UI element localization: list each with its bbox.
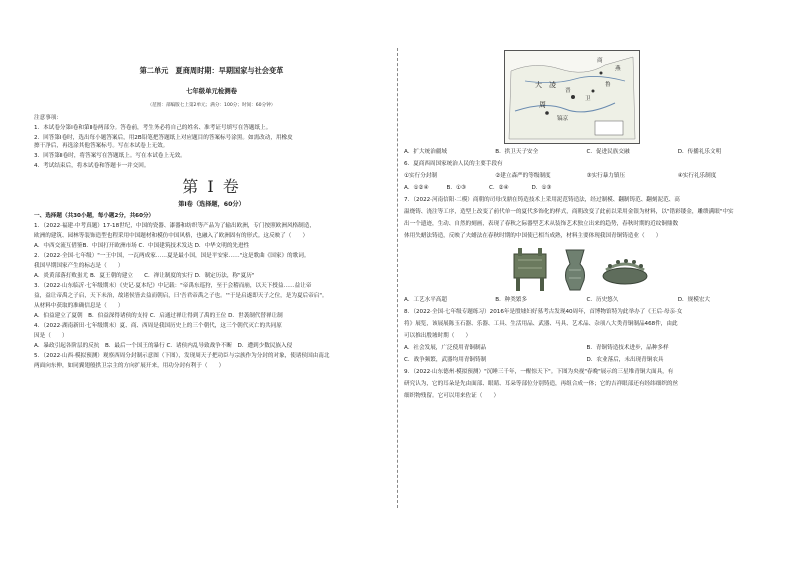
question-line: 4．（2022·湖南新田·七年级期末）夏、商、西周是我国历史上的三个朝代，这三个朝代灭亡的共同原 — [34, 323, 282, 329]
option: D．传播礼乐文明 — [677, 149, 722, 155]
q8-options-row — [404, 344, 769, 352]
question-line: 5．（2022·山西·模拟预测）观察西周分封制示意图（下图），发现周天子把功臣与宗族作为分封的对象，使诸侯国由南北 — [34, 353, 330, 359]
map-label: 商 — [597, 58, 603, 64]
option: A．工艺水平高超 — [404, 297, 447, 303]
question-line: 益，益让帝禹之子启，天下未治，故诸侯皆去益而朝启，曰'吾君帝禹之子也。'"于是启遂即天子之位，是为夏后帝启"。 — [34, 293, 328, 299]
notice-item: 擦干净后，再选涂其他答案标号。写在本试卷上无效。 — [34, 143, 169, 149]
western-zhou-fief-map — [504, 50, 640, 144]
q8-options-row — [404, 356, 769, 364]
option: C．战争频繁，武器均用青铜铸制 — [404, 357, 487, 363]
question-line: 2．（2022·全国·七年级）"一王中国，一瓦两成家……夏是最小国，国是平安家……"这是歌曲《国家》的歌词。 — [34, 253, 310, 259]
option: D．农业落后，未出现青铜农具 — [586, 357, 664, 363]
map-label: 晋 — [565, 88, 571, 94]
question-options: A．伯益建立了夏朝 B．伯益深得诸侯的支持 C．启通过禅让得到了禹的王位 D．世袭制代替禅让制 — [34, 313, 283, 319]
section-heading: 一、选择题（共30小题，每小题2分，共60分） — [34, 213, 155, 219]
question-line: 9．（2022·山东德州·模拟预测）"沉睡三千年，一醒惊天下"。下图为央视"春晚"展示的三星堆青铜大面具，有 — [404, 369, 674, 375]
option: A．扩大统治疆域 — [404, 149, 447, 155]
bronze-zun-image — [560, 246, 590, 292]
option: A．①②④ — [404, 185, 429, 191]
question-line: 6．夏商西周国家统治人民的主要手段有 — [404, 161, 503, 167]
question-line: 从材料中获取的准确信息是（ ） — [34, 303, 124, 309]
question-line: 7．（2022·河南信阳·二模）商朝的司母戊鼎在铸造技术上采用泥范铸造法，经过制模、翻制铸范、翻刻泥范、高 — [404, 197, 680, 203]
question-line: 细织物残留。它可以用来佐证（ ） — [404, 393, 500, 399]
map-label: 燕 — [615, 66, 621, 72]
question-line: 温烧铸、浇注等工序，造型上改变了前代单一的夏代多饰化的样式，商朝改变了此前以采用金银为材料，以"错彩镂金，雕缋满眼"中实 — [404, 209, 734, 215]
question-line: 1．（2022·福建·中考真题）17-18世纪，中国的瓷器、漆器和纺织等产品为了输出欧洲，专门按照欧洲风格制造， — [34, 223, 315, 229]
map-label: 镐京 — [557, 116, 569, 122]
notice-item: 1．本试卷分第Ⅰ卷和第Ⅱ卷两部分。答卷前，考生务必将自己的姓名、准考证号填写在答题纸上。 — [34, 125, 272, 131]
question-line: 8．（2022·全国·七年级专题练习）2016年是殷墟妇好墓考古发现40周年，首博物馆特为此举办了《王后·母亲·女 — [404, 309, 683, 315]
map-label: 卫 — [585, 96, 591, 102]
item: ②建立森严的等级制度 — [495, 173, 551, 179]
option: B．青铜铸造技术进步，品种多样 — [586, 345, 669, 351]
option: C．促进民族交融 — [586, 149, 630, 155]
notice-item: 4．考试结束后，将本试卷和答题卡一并交回。 — [34, 163, 150, 169]
left-column — [34, 60, 389, 370]
question-line: 我国早期国家产生的标志是（ ） — [34, 263, 124, 269]
bronze-vessels-figure — [510, 244, 769, 292]
map-label: 大 凌 — [535, 81, 556, 89]
option: B．种类繁多 — [495, 297, 528, 303]
map-label: 鲁 — [605, 82, 611, 88]
question-line: 体用失蜡法铸造，反映了夫蜡法在春秋时期的中国使已相当成熟，材料主要体现我国青铜铸造业（ ） — [404, 233, 662, 239]
part-one-title: 第 Ⅰ 卷 — [182, 177, 241, 196]
question-options: A．中西交流互借鉴B．中国打开欧洲市场 C．中国建筑技术发达 D．中华文明的先进性 — [34, 243, 250, 249]
option: C．历史悠久 — [586, 297, 619, 303]
question-options: A．暴政引起各阶层的反抗 B．最后一个国王的暴行 C．诸侯内乱导致战争不断 D．遭到少数民族入侵 — [34, 343, 293, 349]
q6-options — [404, 184, 574, 192]
question-line: 两面向东伸，如同翼翅般拱卫宗主的方向扩展开来，用功分封有利于（ ） — [34, 363, 225, 369]
question-line: 3．（2022·山东临沂·七年级期末）《史记·夏本纪》中记载："帝禹东巡狩，至于会稽而崩，以天下授益……益让帝 — [34, 283, 312, 289]
question-line: 出一个遗迹，生动、自然的刻画，表现了春秋之际器型艺术从装饰艺术独立出来的趋势，春秋时期的近纹铜鼎数 — [404, 221, 679, 227]
question-options: A．炎黄部落打败蚩尤 B．夏王朝的建立 C．禅让制度的实行 D．制定历法，称"夏历" — [34, 273, 255, 279]
question-line: 将》展览，该展展陈玉石器、乐器、工具、生活用品、武器、马具、艺术品、杂项八大类青铜制品468件，由此 — [404, 321, 678, 327]
unit-title: 第二单元 夏商周时期：早期国家与社会变革 — [139, 66, 284, 75]
q7-options — [404, 296, 769, 304]
right-column — [404, 50, 769, 400]
notice-item: 3．回答第Ⅱ卷时，将答案写在答题纸上。写在本试卷上无效。 — [34, 153, 186, 159]
item: ④实行礼乐制度 — [677, 173, 717, 179]
option: D．规模宏大 — [677, 297, 711, 303]
item: ①实行分封制 — [404, 173, 437, 179]
part-one-subtitle: 第Ⅰ卷（选择题，60分） — [178, 201, 245, 208]
q5-options — [404, 148, 769, 156]
exam-scope: （范围：部编版七上第2单元；满分：100分；时间：60分钟） — [147, 103, 276, 108]
question-line: 欧洲的建筑、园林等装饰造型也程采用中国题材和模仿中国风格，也融入了欧洲固有的形式。这反映了（ ） — [34, 233, 309, 239]
bronze-stand-image — [600, 246, 650, 292]
option: D．①③ — [531, 185, 552, 191]
option: B．①③ — [446, 185, 466, 191]
map-label: 周 — [539, 101, 546, 109]
notice-item: 2．回答第Ⅰ卷时，选出每小题答案后，用2B铅笔把答题纸上对应题目的答案标号涂黑。如需改动，用橡皮 — [34, 135, 293, 141]
option: B．拱卫天子安全 — [495, 149, 539, 155]
notice-heading: 注意事项： — [34, 115, 62, 121]
question-line: 可以推出殷墟时期（ ） — [404, 333, 472, 339]
question-line: 研究认为，它的耳朵是先由面部、眼睛、耳朵等部位分别铸造，再组合成一体；它的吉祥眼部还有经纬细织的丝 — [404, 381, 679, 387]
question-line: 因是（ ） — [34, 333, 68, 339]
option: C．②④ — [489, 185, 509, 191]
option: A．社会发展，广泛使用青铜制品 — [404, 345, 487, 351]
exam-title: 七年级单元检测卷 — [185, 87, 238, 95]
square-ding-image — [510, 246, 550, 292]
item: ③实行暴力镇压 — [586, 173, 626, 179]
q6-items — [404, 172, 769, 180]
column-divider — [397, 48, 398, 508]
